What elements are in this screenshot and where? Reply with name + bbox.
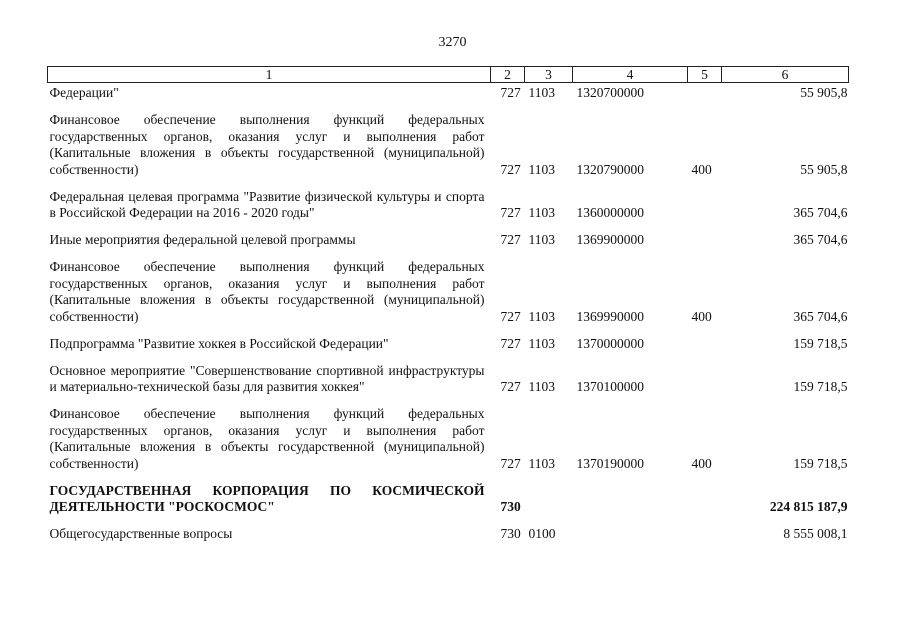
section-code: 1103 <box>528 161 555 177</box>
column-header-5: 5 <box>688 67 722 83</box>
amount: 224 815 187,9 <box>769 499 848 514</box>
ministry-code: 727 <box>500 379 521 394</box>
row-description: Финансовое обеспечение выполнения функций федеральных государственных органов, оказания услуг и выполнения работ (Капитальные вложения в объекты государственной (муниципальной) собственности) <box>49 406 485 471</box>
amount: 365 704,6 <box>793 232 848 247</box>
target-article-code <box>573 472 688 516</box>
table-row <box>48 352 849 396</box>
amount: 159 718,5 <box>793 455 848 471</box>
column-header-3: 3 <box>525 67 573 83</box>
section-code: 0100 <box>528 526 556 541</box>
row-description: ГОСУДАРСТВЕННАЯ КОРПОРАЦИЯ ПО КОСМИЧЕСКОЙ ДЕЯТЕЛЬНОСТИ "РОСКОСМОС" <box>49 482 485 514</box>
row-description: Финансовое обеспечение выполнения функций федеральных государственных органов, оказания услуг и выполнения работ (Капитальные вложения в объекты государственной (муниципальной) собственности) <box>49 112 485 177</box>
ministry-code: 727 <box>500 335 521 351</box>
table-row-section-total <box>48 472 849 516</box>
target-article-code: 1360000000 <box>576 205 644 220</box>
amount: 55 905,8 <box>800 85 848 100</box>
expense-type-code <box>688 178 722 222</box>
target-article-code: 1320700000 <box>576 85 644 100</box>
row-description: Иные мероприятия федеральной целевой программы <box>49 232 356 247</box>
row-description: Финансовое обеспечение выполнения функций федеральных государственных органов, оказания услуг и выполнения работ (Капитальные вложения в объекты государственной (муниципальной) собственности) <box>49 259 485 324</box>
section-code: 1103 <box>528 335 555 351</box>
expense-type-code <box>688 222 722 249</box>
target-article-code: 1320790000 <box>576 161 644 177</box>
ministry-code: 727 <box>500 85 521 100</box>
header-row <box>48 67 849 83</box>
expense-type-code: 400 <box>691 455 712 471</box>
ministry-code: 730 <box>500 499 521 514</box>
expense-type-code: 400 <box>691 308 712 324</box>
target-article-code: 1370000000 <box>576 335 644 351</box>
amount: 365 704,6 <box>793 205 848 220</box>
expense-type-code <box>688 352 722 396</box>
expense-type-code <box>688 516 722 543</box>
row-description: Подпрограмма "Развитие хоккея в Российской Федерации" <box>49 335 389 351</box>
amount: 365 704,6 <box>793 308 848 324</box>
expense-type-code <box>688 472 722 516</box>
page-number: 3270 <box>438 35 467 50</box>
table-row <box>48 222 849 249</box>
amount: 55 905,8 <box>800 161 848 177</box>
expense-type-code <box>688 83 722 102</box>
section-code: 1103 <box>528 455 555 471</box>
ministry-code: 730 <box>500 526 521 541</box>
amount: 159 718,5 <box>793 379 848 394</box>
target-article-code: 1369900000 <box>576 232 644 247</box>
table-row <box>48 249 849 326</box>
column-header-2: 2 <box>491 67 525 83</box>
section-code <box>525 472 573 516</box>
table-row <box>48 325 849 352</box>
column-header-4: 4 <box>573 67 688 83</box>
expense-type-code: 400 <box>691 161 712 177</box>
target-article-code: 1370100000 <box>576 379 644 394</box>
ministry-code: 727 <box>500 161 521 177</box>
table-row <box>48 396 849 473</box>
expense-type-code <box>688 325 722 352</box>
amount: 8 555 008,1 <box>783 526 848 541</box>
row-description: Основное мероприятие "Совершенствование спортивной инфраструктуры и материально-технической базы для развития хоккея" <box>49 362 485 394</box>
target-article-code: 1369990000 <box>576 308 644 324</box>
table-row <box>48 178 849 222</box>
row-description: Федеральная целевая программа "Развитие физической культуры и спорта в Российской Федерации на 2016 - 2020 годы" <box>49 188 485 220</box>
column-header-1: 1 <box>48 67 491 83</box>
section-code: 1103 <box>528 232 555 247</box>
ministry-code: 727 <box>500 308 521 324</box>
target-article-code <box>573 516 688 543</box>
section-code: 1103 <box>528 379 555 394</box>
table-row <box>48 102 849 179</box>
budget-table <box>47 66 849 543</box>
ministry-code: 727 <box>500 232 521 247</box>
row-description: Федерации" <box>49 85 119 100</box>
table-row <box>48 83 849 102</box>
table-row <box>48 516 849 543</box>
section-code: 1103 <box>528 85 555 100</box>
section-code: 1103 <box>528 308 555 324</box>
ministry-code: 727 <box>500 455 521 471</box>
target-article-code: 1370190000 <box>576 455 644 471</box>
row-description: Общегосударственные вопросы <box>49 526 233 541</box>
ministry-code: 727 <box>500 205 521 220</box>
column-header-6: 6 <box>722 67 849 83</box>
section-code: 1103 <box>528 205 555 220</box>
amount: 159 718,5 <box>793 335 848 351</box>
